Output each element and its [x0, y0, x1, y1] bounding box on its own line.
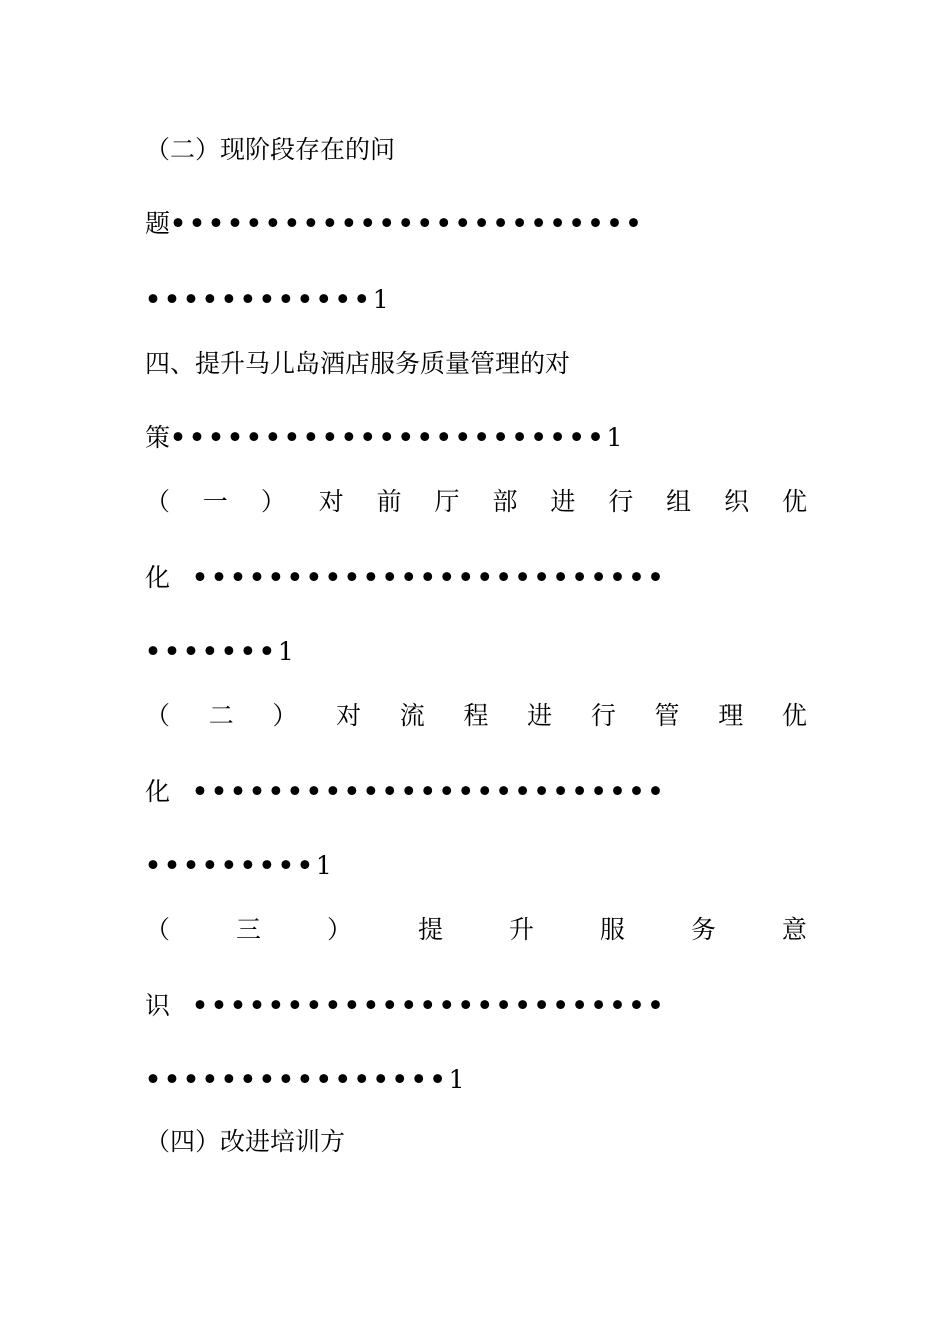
toc-char: 理 [718, 701, 744, 730]
toc-char: 织 [724, 487, 750, 516]
toc-char: 流 [399, 701, 425, 730]
toc-char: 行 [608, 487, 634, 516]
toc-entry-text: 四、提升马儿岛酒店服务质量管理的对 [145, 349, 571, 378]
toc-char: （ [145, 915, 171, 944]
toc-line-section-4-2-c [145, 850, 332, 882]
toc-char: （ [145, 701, 171, 730]
toc-entry-text: 题 [145, 209, 171, 238]
toc-char: 行 [590, 701, 616, 730]
dot-leader: ••••••••••••••••••••••••• [192, 777, 667, 806]
toc-line-section-4-4-a [145, 1126, 345, 1158]
toc-char: 对 [336, 701, 362, 730]
toc-line-section-3-2-a [145, 134, 395, 166]
toc-line-section-3-2-b [145, 208, 645, 240]
toc-char: ） [326, 915, 352, 944]
toc-line-section-4-2-a [145, 700, 807, 732]
toc-entry-text: 识 [145, 991, 171, 1020]
dot-leader: ••••••••••••••••••••••••• [192, 991, 667, 1020]
toc-char: 进 [550, 487, 576, 516]
toc-char: 厅 [434, 487, 460, 516]
toc-char: 服 [599, 915, 625, 944]
dot-leader: •••••••••••• [145, 285, 373, 314]
toc-entry-text: 策 [145, 423, 171, 452]
toc-entry-text: （二）现阶段存在的问 [145, 135, 396, 164]
toc-line-section-4-a [145, 348, 570, 380]
page-number: 1 [448, 1065, 465, 1094]
toc-char: 优 [781, 701, 807, 730]
toc-line-section-4-1-c [145, 636, 294, 668]
toc-char: 组 [666, 487, 692, 516]
toc-line-section-4-b [145, 422, 622, 454]
dot-leader: •••••••••••••••• [145, 1065, 449, 1094]
page-number: 1 [606, 423, 623, 452]
toc-char: 部 [492, 487, 518, 516]
toc-char: 二 [208, 701, 234, 730]
toc-char: 管 [654, 701, 680, 730]
dot-leader: ••••••••••••••••••••••••• [192, 563, 667, 592]
page-number: 1 [277, 637, 294, 666]
toc-line-section-4-3-a [145, 914, 807, 946]
toc-entry-text: 化 [145, 563, 171, 592]
toc-char: 程 [463, 701, 489, 730]
toc-char: 三 [235, 915, 261, 944]
toc-char: ） [272, 701, 298, 730]
toc-char: 意 [781, 915, 807, 944]
toc-char: （ [145, 487, 171, 516]
toc-entry-text: 化 [145, 777, 171, 806]
toc-char: 进 [527, 701, 553, 730]
toc-line-section-4-1-b [145, 562, 667, 594]
toc-entry-text: （四）改进培训方 [145, 1127, 346, 1156]
toc-char: 前 [376, 487, 402, 516]
toc-char: 优 [781, 487, 807, 516]
page-number: 1 [372, 285, 389, 314]
dot-leader: ••••••••••••••••••••••••• [170, 209, 645, 238]
toc-char: 升 [508, 915, 534, 944]
page-number: 1 [315, 851, 332, 880]
toc-line-section-3-2-c [145, 284, 389, 316]
toc-char: 务 [690, 915, 716, 944]
toc-line-section-4-3-c [145, 1064, 465, 1096]
toc-line-section-4-3-b [145, 990, 667, 1022]
dot-leader: ••••••••• [145, 851, 316, 880]
toc-char: ） [260, 487, 286, 516]
toc-char: 提 [417, 915, 443, 944]
toc-line-section-4-2-b [145, 776, 667, 808]
dot-leader: ••••••• [145, 637, 278, 666]
toc-char: 对 [318, 487, 344, 516]
toc-char: 一 [202, 487, 228, 516]
dot-leader: ••••••••••••••••••••••• [170, 423, 607, 452]
toc-line-section-4-1-a [145, 486, 807, 518]
